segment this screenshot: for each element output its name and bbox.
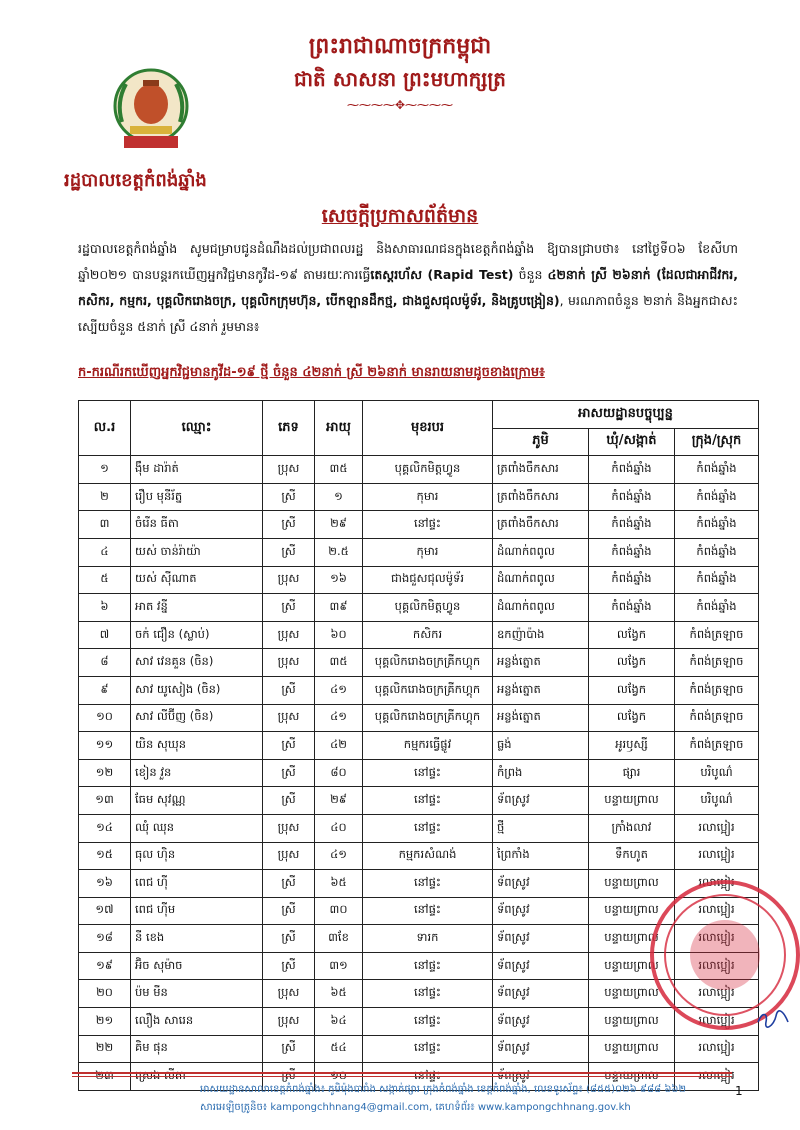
cell-no: ១៩ <box>79 952 131 980</box>
cell-sex: ប្រុស <box>263 842 315 870</box>
cell-name: ខៀន វួន <box>131 759 263 787</box>
table-row <box>79 594 759 622</box>
cell-village: អន្លង់ត្នោត <box>493 676 589 704</box>
cell-no: ១៨ <box>79 925 131 953</box>
cell-commune: បន្ទាយព្រាល <box>589 870 675 898</box>
cell-sex: ប្រុស <box>263 814 315 842</box>
cell-occupation: បុគ្គលិករោងចក្រគ្រីកហ្គុក <box>363 704 493 732</box>
cell-no: ២ <box>79 483 131 511</box>
table-row <box>79 842 759 870</box>
cell-sex: ស្រី <box>263 1035 315 1063</box>
cell-occupation: បុគ្គលិករោងចក្រគ្រីកហ្គុក <box>363 676 493 704</box>
table-row <box>79 511 759 539</box>
cell-occupation: បុគ្គលិករោងចក្រគ្រីកហ្គុក <box>363 649 493 677</box>
cell-name: ប៉ម មីន <box>131 980 263 1008</box>
cell-village: ដំណាក់ពពូល <box>493 594 589 622</box>
cell-village: ទ័ពស្រូវ <box>493 870 589 898</box>
header-ornament: ⁓⁓⁓⁓✥⁓⁓⁓⁓ <box>346 98 454 112</box>
table-row <box>79 732 759 760</box>
cell-village: ទ័ពស្រូវ <box>493 787 589 815</box>
cell-age: ៨០ <box>315 759 363 787</box>
national-motto: ជាតិ សាសនា ព្រះមហាក្សត្រ <box>294 67 506 91</box>
cell-village: ទ័ពស្រូវ <box>493 980 589 1008</box>
table-row <box>79 1008 759 1036</box>
cell-no: ១៤ <box>79 814 131 842</box>
cell-age: ៤២ <box>315 732 363 760</box>
footer-address: អាសយដ្ឋានសាលាខេត្តកំពង់ឆ្នាំង៖ ភូមិម៉ុងបារាំង សង្កាត់ផ្សារ ក្រុងកំពង់ឆ្នាំង ខេត្តកំពង់ឆ្នាំង, លេខទូរស័ព្ទ៖ (៨៥៥)០២៦ ៩៨៨ ៦៦២ <box>200 1084 687 1095</box>
cell-district: រលាប្អៀរ <box>675 842 759 870</box>
cell-sex: ស្រី <box>263 511 315 539</box>
cell-occupation: បុគ្គលិកមិត្តហ្វូន <box>363 594 493 622</box>
cell-village: ត្រពាំងចឹកសារ <box>493 511 589 539</box>
cell-sex: ស្រី <box>263 483 315 511</box>
cell-name: ធុល ហ៊ិន <box>131 842 263 870</box>
cell-no: ២២ <box>79 1035 131 1063</box>
cell-occupation: នៅផ្ទះ <box>363 759 493 787</box>
cell-commune: លង្វែក <box>589 621 675 649</box>
cell-name: នី ខេង <box>131 925 263 953</box>
cell-no: ៥ <box>79 566 131 594</box>
cell-name: យស់ ចាន់រ៉ាយ៉ា <box>131 538 263 566</box>
cell-occupation: នៅផ្ទះ <box>363 1008 493 1036</box>
cell-village: ដំណាក់ពពូល <box>493 566 589 594</box>
intro-paragraph <box>78 236 738 340</box>
cell-district: កំពង់ត្រឡាច <box>675 649 759 677</box>
cell-village: ទ័ពស្រូវ <box>493 1008 589 1036</box>
cell-village: ត្រពាំងចឹកសារ <box>493 483 589 511</box>
cell-name: សាវ វេនគួន (ចិន) <box>131 649 263 677</box>
cell-occupation: ទារក <box>363 925 493 953</box>
footer-contacts <box>200 1100 631 1115</box>
cell-district: កំពង់ត្រឡាច <box>675 732 759 760</box>
cell-name: គិម ផុន <box>131 1035 263 1063</box>
cell-commune: លង្វែក <box>589 704 675 732</box>
footer-website-link[interactable]: www.kampongchhnang.gov.kh <box>477 1102 631 1113</box>
cell-commune: អូរឫស្សី <box>589 732 675 760</box>
cell-district: រលាប្អៀរ <box>675 1035 759 1063</box>
cell-name: ស្រេង លីតា <box>131 1063 263 1091</box>
col-header-name: ឈ្មោះ <box>131 401 263 456</box>
cell-occupation: នៅផ្ទះ <box>363 787 493 815</box>
cell-occupation: នៅផ្ទះ <box>363 952 493 980</box>
cell-name: ពេជ ហ៊ីម <box>131 897 263 925</box>
cell-commune: បន្ទាយព្រាល <box>589 980 675 1008</box>
cell-no: ២០ <box>79 980 131 1008</box>
cell-village: ទ័ពស្រូវ <box>493 897 589 925</box>
footer-website-label: , គេហទំព័រ៖ <box>429 1102 478 1113</box>
cell-district: រលាប្អៀរ <box>675 925 759 953</box>
cell-commune: កំពង់ឆ្នាំង <box>589 538 675 566</box>
cell-no: ១១ <box>79 732 131 760</box>
document-title: សេចក្តីប្រកាសព័ត៌មាន <box>321 205 479 227</box>
cell-district: កំពង់ឆ្នាំង <box>675 594 759 622</box>
cell-sex: ស្រី <box>263 787 315 815</box>
cell-no: ៨ <box>79 649 131 677</box>
footer-divider-thin <box>72 1076 732 1077</box>
cell-district: កំពង់ត្រឡាច <box>675 676 759 704</box>
cell-district: រលាប្អៀរ <box>675 1008 759 1036</box>
cell-age: ៣១ <box>315 952 363 980</box>
cell-village: ថ្មី <box>493 814 589 842</box>
cell-age: ២៩ <box>315 511 363 539</box>
cell-name: លឿង សារេន <box>131 1008 263 1036</box>
col-header-village: ភូមិ <box>493 428 589 456</box>
cell-sex: ស្រី <box>263 676 315 704</box>
table-row <box>79 483 759 511</box>
table-row <box>79 787 759 815</box>
cell-name: សាវ លីប៊ីញ (ចិន) <box>131 704 263 732</box>
cell-name: សាវ យូសៀង (ចិន) <box>131 676 263 704</box>
cell-no: ១៧ <box>79 897 131 925</box>
col-header-address: អាសយដ្ឋានបច្ចុប្បន្ន <box>493 401 759 429</box>
table-row <box>79 897 759 925</box>
cell-district: បរិបូណ៌ <box>675 759 759 787</box>
col-header-no: ល.រ <box>79 401 131 456</box>
cell-age: ៤០ <box>315 814 363 842</box>
cell-village: អន្លង់ត្នោត <box>493 704 589 732</box>
cell-age: ១០ <box>315 1063 363 1091</box>
cell-no: ១៥ <box>79 842 131 870</box>
cell-district: កំពង់ឆ្នាំង <box>675 511 759 539</box>
cell-sex: ប្រុស <box>263 704 315 732</box>
cell-occupation: នៅផ្ទះ <box>363 870 493 898</box>
table-body <box>79 456 759 1091</box>
cell-sex: ស្រី <box>263 538 315 566</box>
cell-commune: កំពង់ឆ្នាំង <box>589 483 675 511</box>
cell-commune: បន្ទាយព្រាល <box>589 897 675 925</box>
footer-email-label: សារអេឡិចត្រូនិច៖ <box>200 1102 271 1113</box>
cell-occupation: កម្មករសំណង់ <box>363 842 493 870</box>
cell-sex: ស្រី <box>263 870 315 898</box>
cell-no: ៧ <box>79 621 131 649</box>
cell-occupation: កសិករ <box>363 621 493 649</box>
cell-commune: ក្រាំងលាវ <box>589 814 675 842</box>
cell-name: ឈុំ ឈុន <box>131 814 263 842</box>
cell-district: រលាប្អៀរ <box>675 870 759 898</box>
cell-occupation: បុគ្គលិកមិត្តហ្វូន <box>363 456 493 484</box>
cell-commune: កំពង់ឆ្នាំង <box>589 566 675 594</box>
cell-district: កំពង់ឆ្នាំង <box>675 538 759 566</box>
col-header-sex: ភេទ <box>263 401 315 456</box>
cell-district: កំពង់ឆ្នាំង <box>675 483 759 511</box>
cell-name: ចំរើន ធីតា <box>131 511 263 539</box>
cell-occupation: នៅផ្ទះ <box>363 1063 493 1091</box>
cell-sex: ស្រី <box>263 1063 315 1091</box>
table-row <box>79 814 759 842</box>
cell-name: យស់ ស៊ីណាត <box>131 566 263 594</box>
cell-village: ឧកញ៉ាប៉ាង <box>493 621 589 649</box>
cell-sex: ប្រុស <box>263 456 315 484</box>
cell-village: ទ័ពស្រូវ <box>493 1035 589 1063</box>
cell-sex: ស្រី <box>263 925 315 953</box>
table-row <box>79 759 759 787</box>
cell-age: ២៩ <box>315 787 363 815</box>
cell-sex: ស្រី <box>263 759 315 787</box>
cell-district: បរិបូណ៌ <box>675 787 759 815</box>
cell-commune: លង្វែក <box>589 676 675 704</box>
cell-district: កំពង់ត្រឡាច <box>675 704 759 732</box>
intro-text-3: , មរណភាពចំនួន ២នាក់ និងអ្នកជាសះស្បើយចំនួន ៥នាក់ ស្រី ៤នាក់ រួមមាន៖ <box>78 293 738 334</box>
cell-no: ២១ <box>79 1008 131 1036</box>
cell-sex: ប្រុស <box>263 1008 315 1036</box>
cell-occupation: កម្មករធ្វើផ្លូវ <box>363 732 493 760</box>
cell-occupation: នៅផ្ទះ <box>363 980 493 1008</box>
cell-district: កំពង់ត្រឡាច <box>675 621 759 649</box>
cell-age: ៤១ <box>315 842 363 870</box>
provincial-admin-name: រដ្ឋបាលខេត្តកំពង់ឆ្នាំង <box>64 170 207 191</box>
intro-bold-2: ៤២នាក់ ស្រី ២៦នាក់ (ដែលជាអាជីវករ, កសិករ, កម្មករ, បុគ្គលិករោងចក្រ, បុគ្គលិកក្រុមហ៊ុន, បើកឡានដឹកថ្ម, ជាងជួសជុលម៉ូទ័រ, និងគ្រូបង្រៀន) <box>78 267 738 308</box>
cell-village: ត្រពាំងចឹកសារ <box>493 456 589 484</box>
cell-name: ចក់ ជឿន (ស្លាប់) <box>131 621 263 649</box>
cell-name: ធែម សុវណ្ណ <box>131 787 263 815</box>
cell-sex: ប្រុស <box>263 621 315 649</box>
cell-commune: កំពង់ឆ្នាំង <box>589 594 675 622</box>
cell-age: ៦៥ <box>315 870 363 898</box>
cell-no: ៦ <box>79 594 131 622</box>
table-row <box>79 870 759 898</box>
cell-no: ១២ <box>79 759 131 787</box>
cell-district: រលាប្អៀរ <box>675 814 759 842</box>
cell-occupation: កុមារ <box>363 483 493 511</box>
table-row <box>79 621 759 649</box>
col-header-district: ក្រុង/ស្រុក <box>675 428 759 456</box>
cell-age: ៤១ <box>315 676 363 704</box>
table-row <box>79 1035 759 1063</box>
cell-commune: បន្ទាយព្រាល <box>589 1035 675 1063</box>
intro-text-2: ចំនួន <box>513 267 548 282</box>
cell-district: រលាប្អៀរ <box>675 1063 759 1091</box>
cell-village: ទ័ពស្រូវ <box>493 925 589 953</box>
cell-occupation: ជាងជួសជុលម៉ូទ័រ <box>363 566 493 594</box>
cell-age: ២.៥ <box>315 538 363 566</box>
cell-district: រលាប្អៀរ <box>675 897 759 925</box>
cell-age: ៣៥ <box>315 456 363 484</box>
table-row <box>79 456 759 484</box>
intro-bold-1: តេស្តរហ័ស (Rapid Test) <box>370 267 514 282</box>
cell-age: ១ <box>315 483 363 511</box>
cell-district: កំពង់ឆ្នាំង <box>675 456 759 484</box>
cell-sex: ស្រី <box>263 732 315 760</box>
cell-no: ១៦ <box>79 870 131 898</box>
signature-icon <box>756 1008 790 1028</box>
cell-district: កំពង់ឆ្នាំង <box>675 566 759 594</box>
cell-name: ពេជ ហ៊ី <box>131 870 263 898</box>
cell-no: ១ <box>79 456 131 484</box>
col-header-commune: ឃុំ/សង្កាត់ <box>589 428 675 456</box>
cell-sex: ប្រុស <box>263 566 315 594</box>
cell-no: ១៣ <box>79 787 131 815</box>
table-heading: ក-ករណីរកឃើញអ្នកវិជ្ជមានកូវីដ-១៩ ថ្មី ចំនួន ៤២នាក់ ស្រី ២៦នាក់ មានរាយនាមដូចខាងក្រោម៖ <box>78 365 545 380</box>
cell-name: ង៉ឹម ដារ៉ាត់ <box>131 456 263 484</box>
cell-name: អ៊ិច សុម៉ាច <box>131 952 263 980</box>
cell-occupation: នៅផ្ទះ <box>363 511 493 539</box>
cell-village: កំព្រង <box>493 759 589 787</box>
cell-no: ៣ <box>79 511 131 539</box>
cell-no: ៤ <box>79 538 131 566</box>
table-row <box>79 676 759 704</box>
cell-no: ២៣ <box>79 1063 131 1091</box>
cell-age: ១៦ <box>315 566 363 594</box>
footer-email-link[interactable]: kampongchhnang4@gmail.com <box>270 1102 430 1113</box>
cell-sex: ប្រុស <box>263 980 315 1008</box>
cell-village: ទ័ពស្រូវ <box>493 952 589 980</box>
cell-commune: កំពង់ឆ្នាំង <box>589 511 675 539</box>
cell-village: ទ័ពស្រូវ <box>493 1063 589 1091</box>
cell-commune: ទឹកហូត <box>589 842 675 870</box>
table-row <box>79 704 759 732</box>
cell-village: ដំណាក់ពពូល <box>493 538 589 566</box>
cell-commune: បន្ទាយព្រាល <box>589 1008 675 1036</box>
cell-age: ៥៤ <box>315 1035 363 1063</box>
cell-village: អន្លង់ត្នោត <box>493 649 589 677</box>
cell-sex: ស្រី <box>263 897 315 925</box>
cell-commune: បន្ទាយព្រាល <box>589 787 675 815</box>
cell-age: ៣៩ <box>315 594 363 622</box>
cell-age: ៦៤ <box>315 1008 363 1036</box>
col-header-age: អាយុ <box>315 401 363 456</box>
cell-age: ៦០ <box>315 621 363 649</box>
provincial-logo-icon <box>108 62 194 158</box>
table-row <box>79 538 759 566</box>
cell-name: អាត វន្នី <box>131 594 263 622</box>
page-number: 1 <box>735 1084 743 1098</box>
cell-age: ៣៥ <box>315 649 363 677</box>
cell-age: ៦៥ <box>315 980 363 1008</box>
cell-age: ៣០ <box>315 897 363 925</box>
cell-commune: បន្ទាយព្រាល <box>589 1063 675 1091</box>
cell-village: ព្រៃកាំង <box>493 842 589 870</box>
kingdom-heading: ព្រះរាជាណាចក្រកម្ពុជា <box>308 34 492 59</box>
cell-occupation: នៅផ្ទះ <box>363 1035 493 1063</box>
cell-name: យិន សុឃុន <box>131 732 263 760</box>
table-row <box>79 566 759 594</box>
cell-no: ៩ <box>79 676 131 704</box>
table-row <box>79 649 759 677</box>
cell-sex: ស្រី <box>263 594 315 622</box>
cell-village: ធ្លង់ <box>493 732 589 760</box>
cell-occupation: នៅផ្ទះ <box>363 897 493 925</box>
cell-occupation: នៅផ្ទះ <box>363 814 493 842</box>
cell-district: រលាប្អៀរ <box>675 952 759 980</box>
cell-no: ១០ <box>79 704 131 732</box>
cell-sex: ប្រុស <box>263 649 315 677</box>
cell-commune: ផ្សារ <box>589 759 675 787</box>
cell-occupation: កុមារ <box>363 538 493 566</box>
cell-commune: បន្ទាយព្រាល <box>589 952 675 980</box>
footer-divider <box>72 1072 732 1074</box>
cell-sex: ស្រី <box>263 952 315 980</box>
cell-district: រលាប្អៀរ <box>675 980 759 1008</box>
cell-age: ៣ខែ <box>315 925 363 953</box>
cell-commune: លង្វែក <box>589 649 675 677</box>
cell-name: រឿប មុនីរ័ត្ន <box>131 483 263 511</box>
intro-text-1: រដ្ឋបាលខេត្តកំពង់ឆ្នាំង សូមជម្រាបជូនដំណឹងដល់ប្រជាពលរដ្ឋ និងសាធារណជនក្នុងខេត្តកំពង់ឆ្នាំង ឱ្យបានជ្រាបថា៖ នៅថ្ងៃទី០៦ ខែសីហា ឆ្នាំ២០២១ បានបន្តរកឃើញអ្នកវិជ្ជមានកូវីដ-១៩ តាមរយៈការធ្វើ <box>78 241 738 282</box>
col-header-occupation: មុខរបរ <box>363 401 493 456</box>
cell-commune: បន្ទាយព្រាល <box>589 925 675 953</box>
cell-commune: កំពង់ឆ្នាំង <box>589 456 675 484</box>
cell-age: ៤១ <box>315 704 363 732</box>
